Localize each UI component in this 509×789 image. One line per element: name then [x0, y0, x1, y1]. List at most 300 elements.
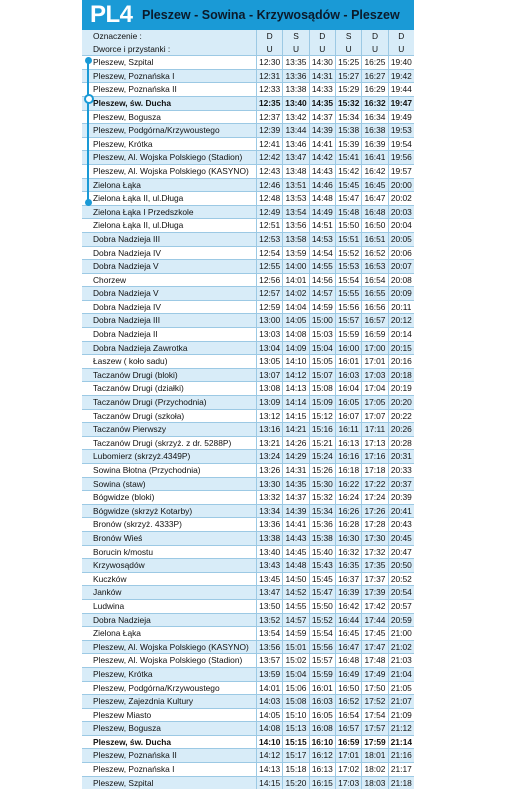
departure-time: 16:50 — [361, 219, 387, 232]
departure-time: 16:39 — [335, 586, 361, 599]
departure-time: 12:33 — [256, 83, 282, 96]
departure-time: 18:02 — [361, 763, 387, 776]
departure-time: 14:37 — [282, 491, 308, 504]
departure-time: 13:32 — [256, 491, 282, 504]
table-row — [82, 82, 414, 96]
departure-time: 15:54 — [335, 274, 361, 287]
table-row — [82, 572, 414, 586]
departure-time: 13:42 — [282, 111, 308, 124]
departure-time: 13:45 — [256, 573, 282, 586]
stop-name: Pleszew, św. Ducha — [93, 97, 172, 108]
stop-name: Dobra Nadzieja IV — [93, 301, 161, 312]
route-title: Pleszew - Sowina - Krzywosądów - Pleszew — [142, 8, 400, 22]
departure-time: 17:11 — [361, 423, 387, 436]
table-row — [82, 490, 414, 504]
departure-time: 12:55 — [256, 260, 282, 273]
departure-time: 15:04 — [309, 342, 335, 355]
departure-time: 14:12 — [282, 369, 308, 382]
stop-name: Pleszew, Bogusza — [93, 723, 161, 734]
departure-time: 15:57 — [335, 314, 361, 327]
departure-time: 16:01 — [309, 682, 335, 695]
departure-time: 15:32 — [335, 97, 361, 110]
stop-name: Zielona Łąka — [93, 179, 141, 190]
stop-name: Zielona Łąka — [93, 628, 141, 639]
departure-time: 16:54 — [335, 709, 361, 722]
departure-time: 16:45 — [335, 627, 361, 640]
header-unit: U — [335, 43, 361, 56]
departure-time: 21:02 — [388, 641, 414, 654]
departure-time: 20:41 — [388, 505, 414, 518]
stop-name: Bronów Wieś — [93, 532, 143, 543]
departure-time: 14:50 — [282, 573, 308, 586]
table-row — [82, 273, 414, 287]
stop-name: Pleszew Miasto — [93, 709, 152, 720]
departure-time: 19:44 — [388, 83, 414, 96]
table-row — [82, 422, 414, 436]
departure-time: 16:29 — [361, 83, 387, 96]
stop-name: Dobra Nadzieja IV — [93, 247, 161, 258]
departure-time: 13:54 — [282, 206, 308, 219]
departure-time: 15:52 — [335, 247, 361, 260]
departure-time: 20:02 — [388, 192, 414, 205]
departure-time: 16:15 — [309, 777, 335, 789]
departure-time: 14:30 — [309, 56, 335, 69]
departure-time: 14:08 — [256, 722, 282, 735]
stop-name: Pleszew, Krótka — [93, 668, 153, 679]
departure-time: 15:55 — [335, 287, 361, 300]
departure-time: 13:36 — [256, 518, 282, 531]
departure-time: 16:57 — [335, 722, 361, 735]
departure-time: 15:34 — [309, 505, 335, 518]
table-row — [82, 246, 414, 260]
departure-time: 17:26 — [361, 505, 387, 518]
departure-time: 16:56 — [361, 301, 387, 314]
header-mark: D — [388, 30, 414, 43]
departure-time: 16:12 — [309, 749, 335, 762]
departure-time: 13:44 — [282, 124, 308, 137]
table-row — [82, 55, 414, 69]
departure-time: 12:39 — [256, 124, 282, 137]
departure-time: 12:53 — [256, 233, 282, 246]
departure-time: 15:38 — [335, 124, 361, 137]
table-row — [82, 599, 414, 613]
departure-time: 15:47 — [309, 586, 335, 599]
route-end-marker — [85, 199, 92, 206]
departure-time: 16:18 — [335, 464, 361, 477]
table-row — [82, 504, 414, 518]
departure-time: 20:05 — [388, 233, 414, 246]
departure-time: 14:31 — [309, 70, 335, 83]
table-row — [82, 381, 414, 395]
departure-time: 16:05 — [309, 709, 335, 722]
departure-time: 20:59 — [388, 614, 414, 627]
stop-name: Borucin k/mostu — [93, 546, 154, 557]
departure-time: 14:48 — [282, 559, 308, 572]
stop-name: Pleszew, Zajezdnia Kultury — [93, 696, 194, 707]
departure-time: 17:07 — [361, 410, 387, 423]
table-row — [82, 341, 414, 355]
departure-time: 14:55 — [282, 600, 308, 613]
departure-time: 15:54 — [309, 627, 335, 640]
departure-time: 15:45 — [309, 573, 335, 586]
departure-time: 13:59 — [256, 668, 282, 681]
departure-time: 17:37 — [361, 573, 387, 586]
departure-time: 16:24 — [335, 491, 361, 504]
departure-time: 17:24 — [361, 491, 387, 504]
header-mark: S — [282, 30, 308, 43]
departure-time: 17:03 — [361, 369, 387, 382]
departure-time: 19:49 — [388, 111, 414, 124]
departure-time: 20:09 — [388, 287, 414, 300]
stop-name: Krzywosądów — [93, 560, 145, 571]
departure-time: 15:08 — [282, 695, 308, 708]
departure-time: 19:54 — [388, 138, 414, 151]
stop-name: Dobra Nadzieja Zawrotka — [93, 342, 188, 353]
stop-name: Dobra Nadzieja V — [93, 261, 159, 272]
table-row — [82, 653, 414, 667]
table-row — [82, 409, 414, 423]
departure-time: 13:51 — [282, 179, 308, 192]
stop-name: Dobra Nadzieja V — [93, 288, 159, 299]
header-unit: U — [309, 43, 335, 56]
departure-time: 17:54 — [361, 709, 387, 722]
departure-time: 16:16 — [335, 450, 361, 463]
departure-time: 17:48 — [361, 654, 387, 667]
departure-time: 14:09 — [282, 342, 308, 355]
departure-time: 16:22 — [335, 478, 361, 491]
departure-time: 20:04 — [388, 219, 414, 232]
departure-time: 20:47 — [388, 546, 414, 559]
departure-time: 14:43 — [309, 165, 335, 178]
departure-time: 16:26 — [335, 505, 361, 518]
stop-name: Sowina (staw) — [93, 478, 146, 489]
departure-time: 20:26 — [388, 423, 414, 436]
departure-time: 20:08 — [388, 274, 414, 287]
departure-time: 12:41 — [256, 138, 282, 151]
departure-time: 13:53 — [282, 192, 308, 205]
departure-time: 16:04 — [335, 382, 361, 395]
departure-time: 13:05 — [256, 355, 282, 368]
departure-time: 12:43 — [256, 165, 282, 178]
departure-time: 14:35 — [282, 478, 308, 491]
departure-time: 15:05 — [309, 355, 335, 368]
departure-time: 17:18 — [361, 464, 387, 477]
departure-time: 17:44 — [361, 614, 387, 627]
departure-time: 15:56 — [309, 641, 335, 654]
stop-name: Zielona Łąka I Przedszkole — [93, 206, 194, 217]
stop-name: Bógwidze (skrzyż Kotarby) — [93, 505, 193, 516]
stop-name: Taczanów Drugi (działki) — [93, 383, 184, 394]
departure-time: 20:22 — [388, 410, 414, 423]
departure-time: 15:18 — [282, 763, 308, 776]
departure-time: 20:28 — [388, 437, 414, 450]
departure-time: 15:52 — [309, 614, 335, 627]
table-row — [82, 681, 414, 695]
departure-time: 16:32 — [335, 546, 361, 559]
departure-time: 17:01 — [361, 355, 387, 368]
departure-time: 16:39 — [361, 138, 387, 151]
departure-time: 12:48 — [256, 192, 282, 205]
departure-time: 15:06 — [282, 682, 308, 695]
departure-time: 13:57 — [256, 654, 282, 667]
stop-name: Pleszew, Krótka — [93, 138, 153, 149]
departure-time: 19:57 — [388, 165, 414, 178]
stop-name: Dobra Nadzieja III — [93, 233, 161, 244]
departure-time: 15:00 — [309, 314, 335, 327]
table-row — [82, 286, 414, 300]
departure-time: 14:59 — [282, 627, 308, 640]
departure-time: 16:00 — [335, 342, 361, 355]
departure-time: 12:57 — [256, 287, 282, 300]
table-row — [82, 191, 414, 205]
departure-time: 14:43 — [282, 532, 308, 545]
departure-time: 16:53 — [361, 260, 387, 273]
table-row — [82, 259, 414, 273]
table-row — [82, 436, 414, 450]
table-row — [82, 626, 414, 640]
table-row — [82, 558, 414, 572]
departure-time: 17:47 — [361, 641, 387, 654]
departure-time: 16:38 — [361, 124, 387, 137]
route-code: PL4 — [90, 1, 133, 28]
departure-time: 13:48 — [282, 165, 308, 178]
departure-time: 20:00 — [388, 179, 414, 192]
table-row — [82, 531, 414, 545]
departure-time: 15:03 — [309, 328, 335, 341]
departure-time: 14:53 — [309, 233, 335, 246]
departure-time: 13:21 — [256, 437, 282, 450]
departure-time: 16:35 — [335, 559, 361, 572]
departure-time: 13:46 — [282, 138, 308, 151]
timetable-sheet — [82, 0, 414, 788]
stop-name: Lubomierz (skrzyż.4349P) — [93, 451, 191, 462]
departure-time: 20:33 — [388, 464, 414, 477]
departure-time: 17:03 — [335, 777, 361, 789]
departure-time: 13:38 — [282, 83, 308, 96]
departure-time: 15:20 — [282, 777, 308, 789]
departure-time: 14:31 — [282, 464, 308, 477]
departure-time: 14:15 — [256, 777, 282, 789]
departure-time: 20:50 — [388, 559, 414, 572]
stop-name: Łaszew ( koło sadu) — [93, 356, 168, 367]
departure-time: 15:07 — [309, 369, 335, 382]
departure-time: 15:02 — [282, 654, 308, 667]
departure-time: 15:59 — [335, 328, 361, 341]
table-row — [82, 762, 414, 776]
stop-name: Pleszew, św. Ducha — [93, 736, 172, 747]
table-row — [82, 178, 414, 192]
departure-time: 14:10 — [282, 355, 308, 368]
table-row — [82, 708, 414, 722]
table-row — [82, 748, 414, 762]
table-row — [82, 517, 414, 531]
departure-time: 15:50 — [335, 219, 361, 232]
departure-time: 15:57 — [309, 654, 335, 667]
departure-time: 14:57 — [282, 614, 308, 627]
departure-time: 12:35 — [256, 97, 282, 110]
table-row — [82, 123, 414, 137]
departure-time: 13:04 — [256, 342, 282, 355]
table-row — [82, 327, 414, 341]
departure-time: 14:04 — [282, 301, 308, 314]
departure-time: 20:39 — [388, 491, 414, 504]
departure-time: 14:41 — [282, 518, 308, 531]
departure-time: 14:10 — [256, 736, 282, 749]
departure-time: 21:14 — [388, 736, 414, 749]
table-row — [82, 667, 414, 681]
departure-time: 15:34 — [335, 111, 361, 124]
table-row — [82, 300, 414, 314]
departure-time: 14:54 — [309, 247, 335, 260]
table-row — [82, 776, 414, 789]
departure-time: 16:27 — [361, 70, 387, 83]
departure-time: 16:49 — [335, 668, 361, 681]
departure-time: 15:40 — [309, 546, 335, 559]
departure-time: 20:57 — [388, 600, 414, 613]
departure-time: 16:37 — [335, 573, 361, 586]
header-mark: S — [335, 30, 361, 43]
departure-time: 14:39 — [282, 505, 308, 518]
departure-time: 14:57 — [309, 287, 335, 300]
header-unit: U — [361, 43, 387, 56]
departure-time: 17:01 — [335, 749, 361, 762]
departure-time: 20:03 — [388, 206, 414, 219]
departure-time: 17:30 — [361, 532, 387, 545]
departure-time: 14:33 — [309, 83, 335, 96]
stop-name: Kuczków — [93, 573, 127, 584]
departure-time: 13:47 — [282, 151, 308, 164]
departure-time: 13:52 — [256, 614, 282, 627]
stop-name: Dobra Nadzieja — [93, 614, 151, 625]
departure-time: 13:59 — [282, 247, 308, 260]
stop-rows — [82, 55, 414, 789]
departure-time: 21:09 — [388, 709, 414, 722]
departure-time: 13:58 — [282, 233, 308, 246]
departure-time: 14:56 — [309, 274, 335, 287]
departure-time: 15:21 — [309, 437, 335, 450]
departure-time: 21:03 — [388, 654, 414, 667]
departure-time: 13:09 — [256, 396, 282, 409]
table-row — [82, 232, 414, 246]
departure-time: 19:42 — [388, 70, 414, 83]
departure-time: 20:14 — [388, 328, 414, 341]
stop-name: Zielona Łąka II, ul.Długa — [93, 193, 184, 204]
departure-time: 15:09 — [309, 396, 335, 409]
departure-time: 16:48 — [335, 654, 361, 667]
departure-time: 15:38 — [309, 532, 335, 545]
departure-time: 14:00 — [282, 260, 308, 273]
departure-time: 13:07 — [256, 369, 282, 382]
departure-time: 15:16 — [309, 423, 335, 436]
departure-time: 12:31 — [256, 70, 282, 83]
stop-name: Pleszew, Podgórna/Krzywoustego — [93, 682, 220, 693]
departure-time: 14:26 — [282, 437, 308, 450]
departure-time: 13:36 — [282, 70, 308, 83]
departure-time: 15:42 — [335, 165, 361, 178]
departure-time: 12:54 — [256, 247, 282, 260]
table-row — [82, 585, 414, 599]
departure-time: 14:02 — [282, 287, 308, 300]
stop-name: Pleszew, Poznańska II — [93, 84, 177, 95]
stop-name: Taczanów Pierwszy — [93, 424, 167, 435]
departure-time: 15:27 — [335, 70, 361, 83]
table-row — [82, 477, 414, 491]
departure-time: 16:41 — [361, 151, 387, 164]
stop-name: Taczanów Drugi (szkoła) — [93, 410, 185, 421]
departure-time: 12:37 — [256, 111, 282, 124]
departure-time: 15:04 — [282, 668, 308, 681]
departure-time: 13:16 — [256, 423, 282, 436]
table-row — [82, 205, 414, 219]
departure-time: 18:01 — [361, 749, 387, 762]
departure-time: 16:48 — [361, 206, 387, 219]
departure-time: 20:19 — [388, 382, 414, 395]
header-mark: D — [256, 30, 282, 43]
departure-time: 15:17 — [282, 749, 308, 762]
departure-time: 20:43 — [388, 518, 414, 531]
table-row — [82, 313, 414, 327]
departure-time: 17:05 — [361, 396, 387, 409]
departure-time: 21:04 — [388, 668, 414, 681]
departure-time: 14:05 — [282, 314, 308, 327]
header-unit: U — [388, 43, 414, 56]
departure-time: 21:07 — [388, 695, 414, 708]
departure-time: 13:40 — [256, 546, 282, 559]
departure-time: 16:08 — [309, 722, 335, 735]
header-row-stops — [82, 43, 414, 56]
departure-time: 20:18 — [388, 369, 414, 382]
header-row-marks — [82, 30, 414, 43]
departure-time: 15:45 — [335, 179, 361, 192]
departure-time: 20:11 — [388, 301, 414, 314]
departure-time: 21:18 — [388, 777, 414, 789]
departure-time: 16:57 — [361, 314, 387, 327]
departure-time: 14:59 — [309, 301, 335, 314]
departure-time: 16:01 — [335, 355, 361, 368]
route-banner — [82, 0, 414, 30]
departure-time: 14:12 — [256, 749, 282, 762]
departure-time: 17:57 — [361, 722, 387, 735]
departure-time: 13:54 — [256, 627, 282, 640]
departure-time: 16:10 — [309, 736, 335, 749]
departure-time: 13:00 — [256, 314, 282, 327]
stop-name: Pleszew, Bogusza — [93, 111, 161, 122]
departure-time: 13:56 — [282, 219, 308, 232]
header-mark: D — [361, 30, 387, 43]
departure-time: 12:51 — [256, 219, 282, 232]
main-stop-marker — [84, 94, 94, 104]
departure-time: 14:01 — [256, 682, 282, 695]
departure-time: 14:41 — [309, 138, 335, 151]
stop-name: Dobra Nadzieja III — [93, 315, 161, 326]
departure-time: 16:52 — [361, 247, 387, 260]
departure-time: 15:15 — [282, 736, 308, 749]
stop-name: Chorzew — [93, 274, 127, 285]
table-row — [82, 96, 414, 110]
departure-time: 16:51 — [361, 233, 387, 246]
departure-time: 15:51 — [335, 233, 361, 246]
departure-time: 15:25 — [335, 56, 361, 69]
departure-time: 16:13 — [335, 437, 361, 450]
departure-time: 21:00 — [388, 627, 414, 640]
departure-time: 17:50 — [361, 682, 387, 695]
departure-time: 20:12 — [388, 314, 414, 327]
departure-time: 17:39 — [361, 586, 387, 599]
departure-time: 12:42 — [256, 151, 282, 164]
departure-time: 17:32 — [361, 546, 387, 559]
departure-time: 19:53 — [388, 124, 414, 137]
table-row — [82, 449, 414, 463]
